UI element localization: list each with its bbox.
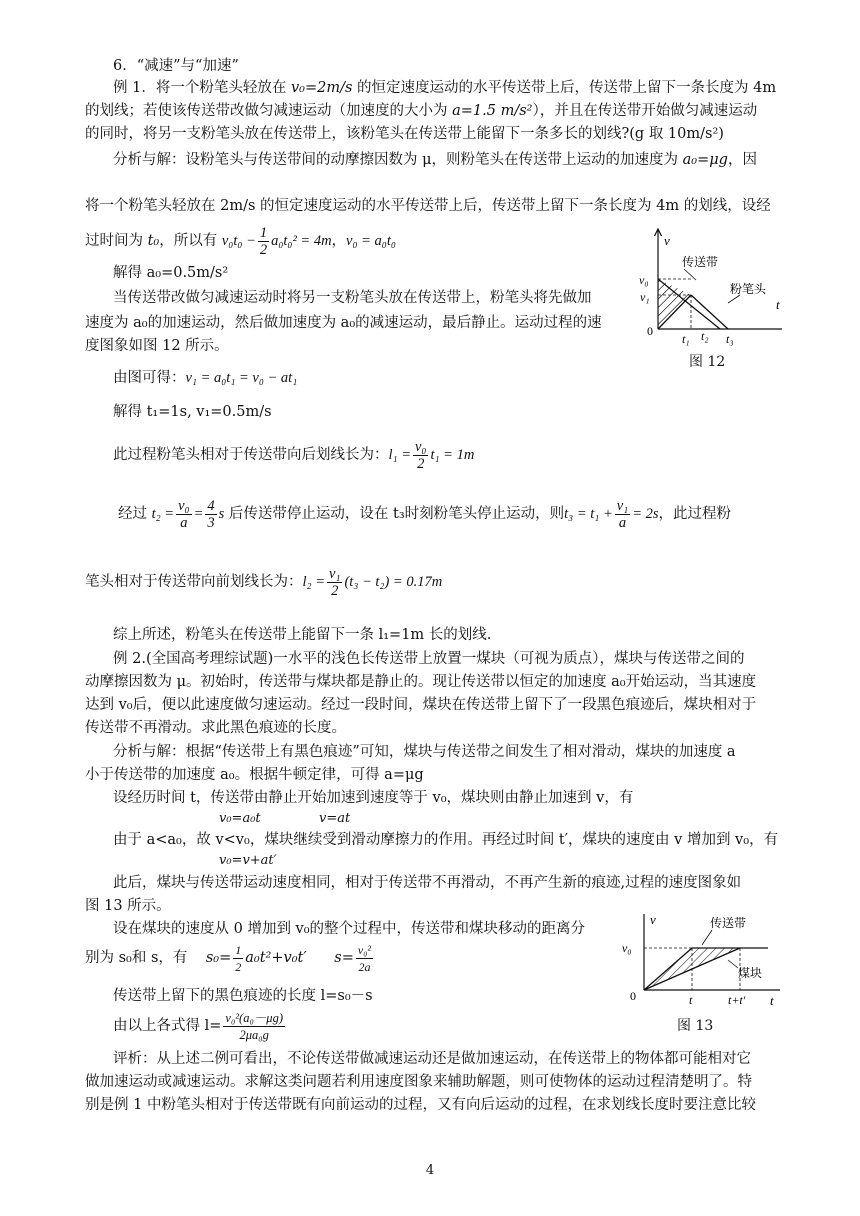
fig12-t1-label: t₁ xyxy=(682,332,690,346)
sol2-line-8: 别为 s₀和 s，有 s₀= $\frac{1}{2}$ a₀t²+v₀t′ s= $\frac{\text{v₀²}}{2a}$ xyxy=(85,942,371,974)
review-line-2: 做加速运动或减速运动。求解这类问题若利用速度图象来辅助解题，则可使物体的运动过程清楚明了。特 xyxy=(85,1074,752,1090)
fig13-v-label: v xyxy=(650,912,656,927)
fig12-chalk-line-down xyxy=(691,295,728,329)
sol1-p1: 当传送带改做匀减速运动时将另一支粉笔头放在传送带上，粉笔头将先做加 xyxy=(113,290,592,306)
page-number: 4 xyxy=(425,1163,435,1178)
eq-1-frac: $\frac{1}{2}$ xyxy=(259,224,268,258)
ex2-line-4: 传送带不再滑动。求此黑色痕迹的长度。 xyxy=(85,720,346,736)
sol1-line-3: 过时间为 t₀，所以有 v₀t₀ − $\frac{1}{2}$ a₀t₀² = 4m，v₀ = a₀t₀ xyxy=(85,224,396,258)
sol1-line-1: 分析与解：设粉笔头与传送带间的动摩擦因数为 μ，则粉笔头在传送带上运动的加速度为 a₀=μg，因 xyxy=(113,152,757,168)
figure-12 xyxy=(630,225,790,350)
sol1-line-2: 将一个粉笔头轻放在 2m/s 的恒定速度运动的水平传送带上后，传送带上留下一条长度为 4m 的划线，设经 xyxy=(85,198,771,214)
sol1-p2: 速度为 a₀的加速运动，然后做加速度为 a₀的减速运动，最后静止。运动过程的速 xyxy=(85,315,602,331)
fig13-tt-label: t xyxy=(689,993,693,1007)
fig12-t-label: t xyxy=(776,297,780,312)
ex2-line-1: 例 2.(全国高考理综试题)一水平的浅色长传送带上放置一煤块（可视为质点），煤块与传送带之间的 xyxy=(113,651,745,667)
fig12-v0-label: v₀ xyxy=(639,273,649,287)
ex1-line-2: 的划线；若使该传送带改做匀减速运动（加速度的大小为 a=1.5 m/s²），并且在传送带开始做匀减速运动 xyxy=(85,103,758,119)
figure-13 xyxy=(620,908,790,1013)
fig12-belt-label: 传送带 xyxy=(682,255,719,269)
fig12-t3-label: t₃ xyxy=(726,332,734,346)
fig13-v0-label: v₀ xyxy=(622,941,632,955)
section-heading: 6．“减速”与“加速” xyxy=(113,58,239,74)
fig12-origin-label: 0 xyxy=(647,324,653,338)
fig13-caption: 图 13 xyxy=(677,1018,714,1034)
fig12-chalk-label: 粉笔头 xyxy=(730,282,767,296)
sol2-line-7: 设在煤块的速度从 0 增加到 v₀的整个过程中，传送带和煤块移动的距离分 xyxy=(113,921,586,937)
sol1-result-1: 解得 t₁=1s, v₁=0.5m/s xyxy=(113,404,272,420)
sol2-eq-1a: v₀=a₀t xyxy=(219,811,261,826)
fig12-caption: 图 12 xyxy=(689,354,726,370)
ex2-line-2: 动摩擦因数为 μ。初始时，传送带与煤块都是静止的。现让传送带以恒定的加速度 a₀开始运动，当其速度 xyxy=(85,674,757,690)
fig12-axes xyxy=(658,229,782,329)
fig12-t2-label: t₂ xyxy=(701,329,709,343)
fig13-tt2-label: t+t′ xyxy=(728,993,746,1007)
sol2-eq-1b: v=at xyxy=(319,811,351,826)
ex1-line-1: 例 1．将一个粉笔头轻放在 v₀=2m/s 的恒定速度运动的水平传送带上后，传送带上留下一条长度为 4m xyxy=(113,80,777,96)
fig13-t-label: t xyxy=(770,993,774,1008)
sol1-l1: 此过程粉笔头相对于传送带向后划线长为：l₁ = $\frac{\text{v₀}}{2}$ t₁ = 1m xyxy=(113,438,475,472)
fig13-coal-label: 煤块 xyxy=(738,966,763,980)
sol2-line-10: 由以上各式得 l= $\frac{\text{v₀²(a₀－μg)}}{\text{2μa₀g}}$ xyxy=(113,1010,283,1042)
sol2-line-9: 传送带上留下的黑色痕迹的长度 l=s₀－s xyxy=(113,988,373,1004)
review-line-1: 评析：从上述二例可看出，不论传送带做减速运动还是做加速运动，在传送带上的物体都可能相对它 xyxy=(113,1051,751,1067)
sol1-solve: 解得 a₀=0.5m/s² xyxy=(113,265,229,281)
sol2-line-4: 由于 a<a₀，故 v<v₀，煤块继续受到滑动摩擦力的作用。再经过时间 t′，煤块的速度由 v 增加到 v₀，有 xyxy=(113,832,779,848)
sol1-conclusion: 综上所述，粉笔头在传送带上能留下一条 l₁=1m 长的划线. xyxy=(113,627,492,643)
fig12-v1-label: v₁ xyxy=(640,290,650,304)
sol2-line-2: 小于传送带的加速度 a₀。根据牛顿定律，可得 a=μg xyxy=(85,767,424,783)
sol1-l2: 笔头相对于传送带向前划线长为：l₂ = $\frac{\text{v₁}}{2}$ (t₃ − t₂) = 0.17m xyxy=(85,565,443,599)
fig13-belt-label: 传送带 xyxy=(710,916,747,930)
eq-2: v₀ = a₀t₀ xyxy=(346,233,396,249)
sol2-line-6: 图 13 所示。 xyxy=(85,898,171,914)
eq-1: v₀t₀ − xyxy=(221,233,256,249)
fig13-origin-label: 0 xyxy=(630,989,636,1003)
sol2-line-1: 分析与解：根据“传送带上有黑色痕迹”可知，煤块与传送带之间发生了相对滑动，煤块的加速度 a xyxy=(113,744,736,760)
sol1-graph-eq: 由图可得：v₁ = a₀t₁ = v₀ − at₁ xyxy=(113,370,298,386)
ex1-line-3: 的同时，将另一支粉笔头放在传送带上，该粉笔头在传送带上能留下一条多长的划线?(g 取 10m/s²) xyxy=(85,126,724,142)
sol1-p3: 度图象如图 12 所示。 xyxy=(85,338,229,354)
sol2-eq-2: v₀=v+at′ xyxy=(219,853,277,868)
ex2-line-3: 达到 v₀后，便以此速度做匀速运动。经过一段时间，煤块在传送带上留下了一段黑色痕迹后，煤块相对于 xyxy=(85,697,757,713)
sol2-line-3: 设经历时间 t，传送带由静止开始加速到速度等于 v₀，煤块则由静止加速到 v，有 xyxy=(113,790,634,806)
sol2-line-5: 此后，煤块与传送带运动速度相同，相对于传送带不再滑动，不再产生新的痕迹,过程的速度图象如 xyxy=(113,875,742,891)
sol1-t2-t3: 经过 t₂ = $\frac{\text{v₀}}{a}$ = $\frac{4}{3}$ s 后传送带停止运动，设在 t₃时刻粉笔头停止运动，则t₃ = t₁ + $\frac{\text{v₁}}{a}$ = 2s，此过程粉 xyxy=(118,497,732,531)
review-line-3: 别是例 1 中粉笔头相对于传送带既有向前运动的过程，又有向后运动的过程，在求划线长度时要注意比较 xyxy=(85,1097,756,1113)
fig12-v-label: v xyxy=(664,233,670,248)
